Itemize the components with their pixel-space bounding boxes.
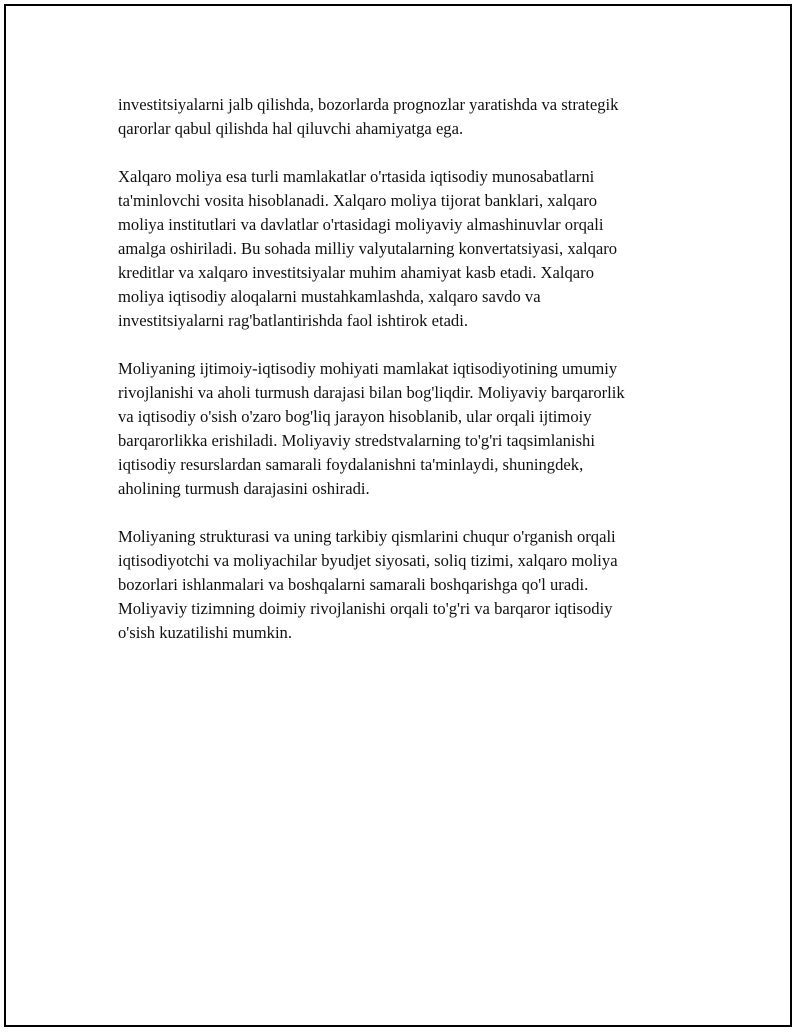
paragraph-finance-structure: Moliyaning strukturasi va uning tarkibiy qismlarini chuqur o'rganish orqali iqtisodiyotchi va moliyachilar byudjet siyosati, soliq tizimi, xalqaro moliya bozorlari ishlanmalari va boshqalarni samarali boshqarishga qo'l uradi. Moliyaviy tizimning doimiy rivojlanishi orqali to'g'ri va barqaror iqtisodiy o'sish kuzatilishi mumkin.: [118, 527, 618, 642]
paragraph-international-finance: Xalqaro moliya esa turli mamlakatlar o'rtasida iqtisodiy munosabatlarni ta'minlovchi vosita hisoblanadi. Xalqaro moliya tijorat banklari, xalqaro moliya institutlari va davlatlar o'rtasidagi moliyaviy almashinuvlar orqali amalga oshiriladi. Bu sohada milliy valyutalarning konvertatsiyasi, xalqaro kreditlar va xalqaro investitsiyalar muhim ahamiyat kasb etadi. Xalqaro moliya iqtisodiy aloqalarni mustahkamlashda, xalqaro savdo va investitsiyalarni rag'batlantirishda faol ishtirok etadi.: [118, 167, 618, 330]
paragraph-investment-decisions: investitsiyalarni jalb qilishda, bozorlarda prognozlar yaratishda va strategik qarorlar qabul qilishda hal qiluvchi ahamiyatga ega.: [118, 95, 619, 138]
document-body: [118, 93, 688, 669]
paragraph-socioeconomic-essence: Moliyaning ijtimoiy-iqtisodiy mohiyati mamlakat iqtisodiyotining umumiy rivojlanishi va aholi turmush darajasi bilan bog'liqdir. Moliyaviy barqarorlik va iqtisodiy o'sish o'zaro bog'liq jarayon hisoblanib, ular orqali ijtimoiy barqarorlikka erishiladi. Moliyaviy stredstvalarning to'g'ri taqsimlanishi iqtisodiy resurslardan samarali foydalanishni ta'minlaydi, shuningdek, aholining turmush darajasini oshiradi.: [118, 359, 625, 498]
